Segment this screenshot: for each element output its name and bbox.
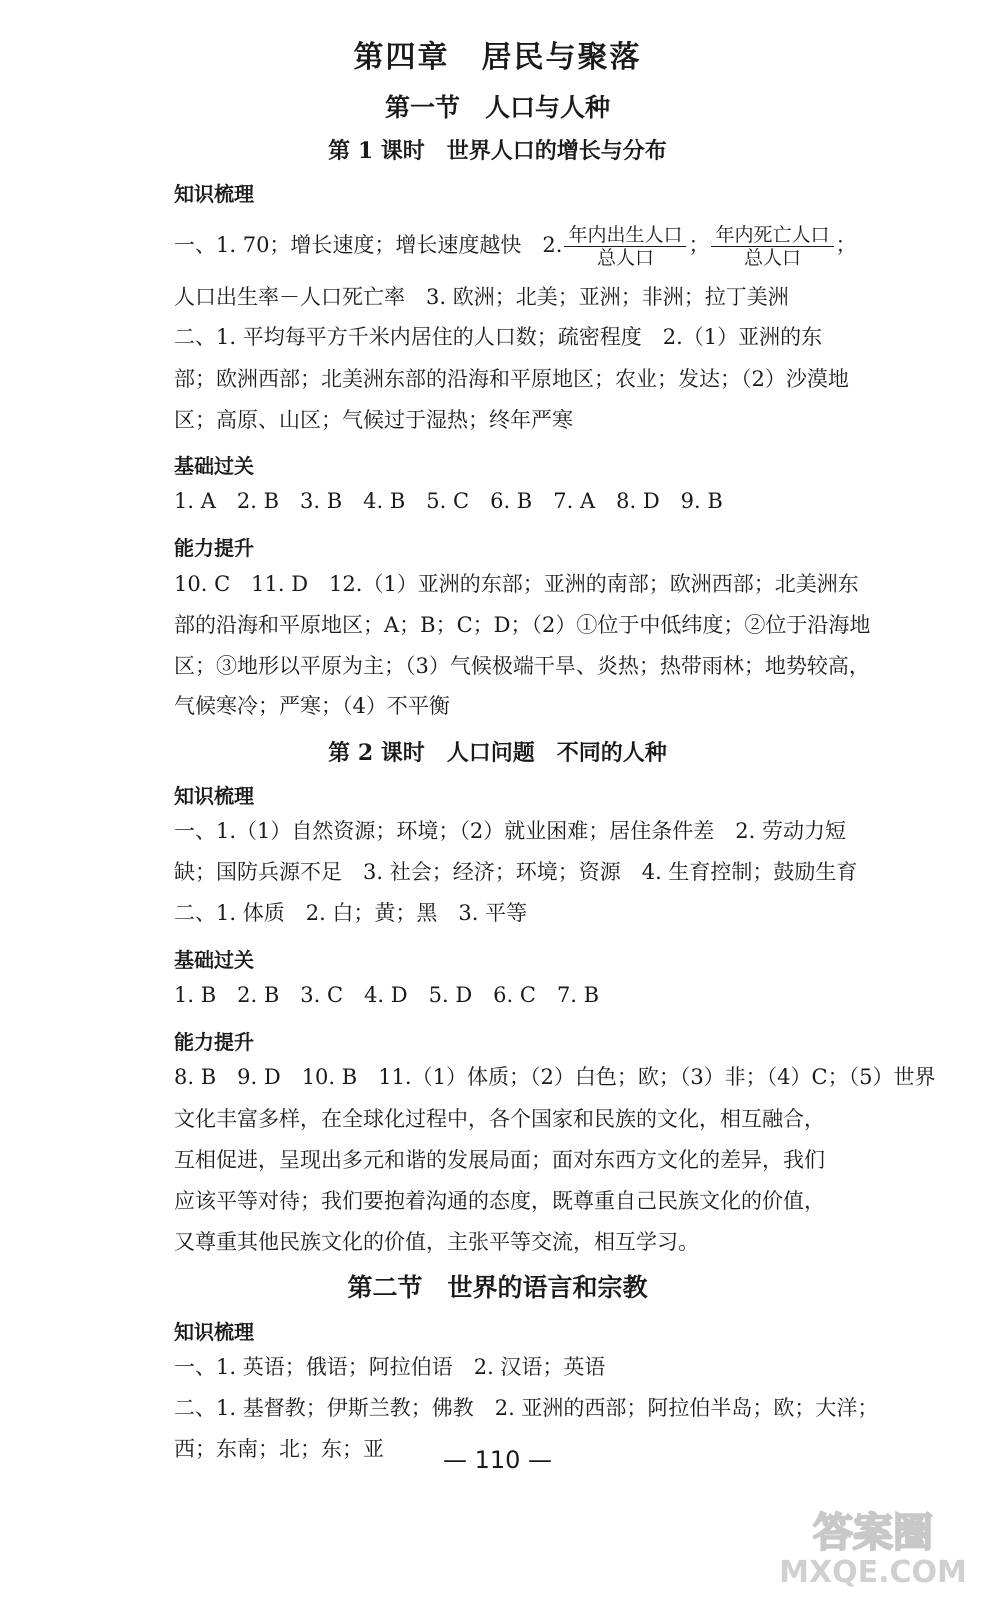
ability-line-1: 10. C 11. D 12.（1）亚洲的东部；亚洲的南部；欧洲西部；北美洲东 bbox=[174, 572, 859, 596]
knowledge-line-1 bbox=[174, 224, 857, 269]
ability-heading-2: 能力提升 bbox=[174, 1030, 254, 1054]
section-title-2: 第二节 世界的语言和宗教 bbox=[347, 1273, 648, 1302]
knowledge-line-2: 人口出生率－人口死亡率 3. 欧洲；北美；亚洲；非洲；拉丁美洲 bbox=[174, 285, 789, 309]
knowledge2-line-1: 一、1.（1）自然资源；环境；（2）就业困难；居住条件差 2. 劳动力短 bbox=[174, 819, 846, 843]
knowledge-line-5: 区；高原、山区；气候过于湿热；终年严寒 bbox=[174, 408, 573, 432]
knowledge3-line-2: 二、1. 基督教；伊斯兰教；佛教 2. 亚洲的西部；阿拉伯半岛；欧；大洋； bbox=[174, 1396, 879, 1420]
ability2-line-4: 应该平等对待；我们要抱着沟通的态度，既尊重自己民族文化的价值， bbox=[174, 1189, 825, 1213]
page-number: — 110 — bbox=[442, 1446, 553, 1474]
knowledge-heading-3: 知识梳理 bbox=[174, 1320, 254, 1344]
knowledge3-line-3: 西；东南；北；东；亚 bbox=[174, 1437, 384, 1461]
knowledge2-line-2: 缺；国防兵源不足 3. 社会；经济；环境；资源 4. 生育控制；鼓励生育 bbox=[174, 860, 858, 884]
section-title-1: 第一节 人口与人种 bbox=[384, 93, 610, 122]
watermark-domain: MXQE.COM bbox=[779, 1555, 967, 1588]
watermark-logo bbox=[773, 1498, 973, 1588]
ability-line-3: 区；③地形以平原为主；（3）气候极端干旱、炎热；热带雨林；地势较高， bbox=[174, 654, 870, 678]
ability-line-2: 部的沿海和平原地区；A；B；C；D；（2）①位于中低纬度；②位于沿海地 bbox=[174, 613, 871, 637]
fraction-denominator: 总人口 bbox=[743, 247, 801, 269]
ability2-line-5: 又尊重其他民族文化的价值，主张平等交流，相互学习。 bbox=[174, 1230, 699, 1254]
fraction-numerator: 年内死亡人口 bbox=[711, 224, 833, 247]
watermark-text: 答案圈 bbox=[813, 1510, 933, 1556]
fraction-numerator: 年内出生人口 bbox=[564, 224, 686, 247]
ability2-line-2: 文化丰富多样，在全球化过程中，各个国家和民族的文化，相互融合， bbox=[174, 1107, 825, 1131]
knowledge3-line-1: 一、1. 英语；俄语；阿拉伯语 2. 汉语；英语 bbox=[174, 1355, 606, 1379]
knowledge-line-1-prefix: 一、1. 70；增长速度；增长速度越快 2. bbox=[174, 233, 563, 257]
knowledge-heading-2: 知识梳理 bbox=[174, 784, 254, 808]
death-rate-fraction bbox=[711, 224, 833, 269]
basic-answers-2: 1. B 2. B 3. C 4. D 5. D 6. C 7. B bbox=[174, 983, 600, 1007]
knowledge-heading-1: 知识梳理 bbox=[174, 182, 254, 206]
knowledge-line-4: 部；欧洲西部；北美洲东部的沿海和平原地区；农业；发达；（2）沙漠地 bbox=[174, 367, 849, 391]
ability-line-4: 气候寒冷；严寒；（4）不平衡 bbox=[174, 694, 450, 718]
birth-rate-fraction bbox=[564, 224, 686, 269]
fraction-separator: ； bbox=[688, 233, 710, 257]
ability2-line-3: 互相促进，呈现出多元和谐的发展局面；面对东西方文化的差异，我们 bbox=[174, 1148, 825, 1172]
ability2-line-1: 8. B 9. D 10. B 11.（1）体质；（2）白色；欧；（3）非；（4）C；（5）世界 bbox=[174, 1065, 936, 1089]
lesson-title-1: 第 1 课时 世界人口的增长与分布 bbox=[328, 138, 667, 164]
knowledge2-line-3: 二、1. 体质 2. 白；黄；黑 3. 平等 bbox=[174, 901, 528, 925]
chapter-title: 第四章 居民与聚落 bbox=[353, 40, 642, 75]
knowledge-line-1-suffix: ； bbox=[835, 233, 857, 257]
basic-heading-2: 基础过关 bbox=[174, 948, 254, 972]
knowledge-line-3: 二、1. 平均每平方千米内居住的人口数；疏密程度 2.（1）亚洲的东 bbox=[174, 325, 823, 349]
basic-answers-1: 1. A 2. B 3. B 4. B 5. C 6. B 7. A 8. D 9. B bbox=[174, 489, 723, 513]
fraction-denominator: 总人口 bbox=[596, 247, 654, 269]
basic-heading-1: 基础过关 bbox=[174, 454, 254, 478]
lesson-title-2: 第 2 课时 人口问题 不同的人种 bbox=[328, 740, 667, 766]
ability-heading-1: 能力提升 bbox=[174, 536, 254, 560]
